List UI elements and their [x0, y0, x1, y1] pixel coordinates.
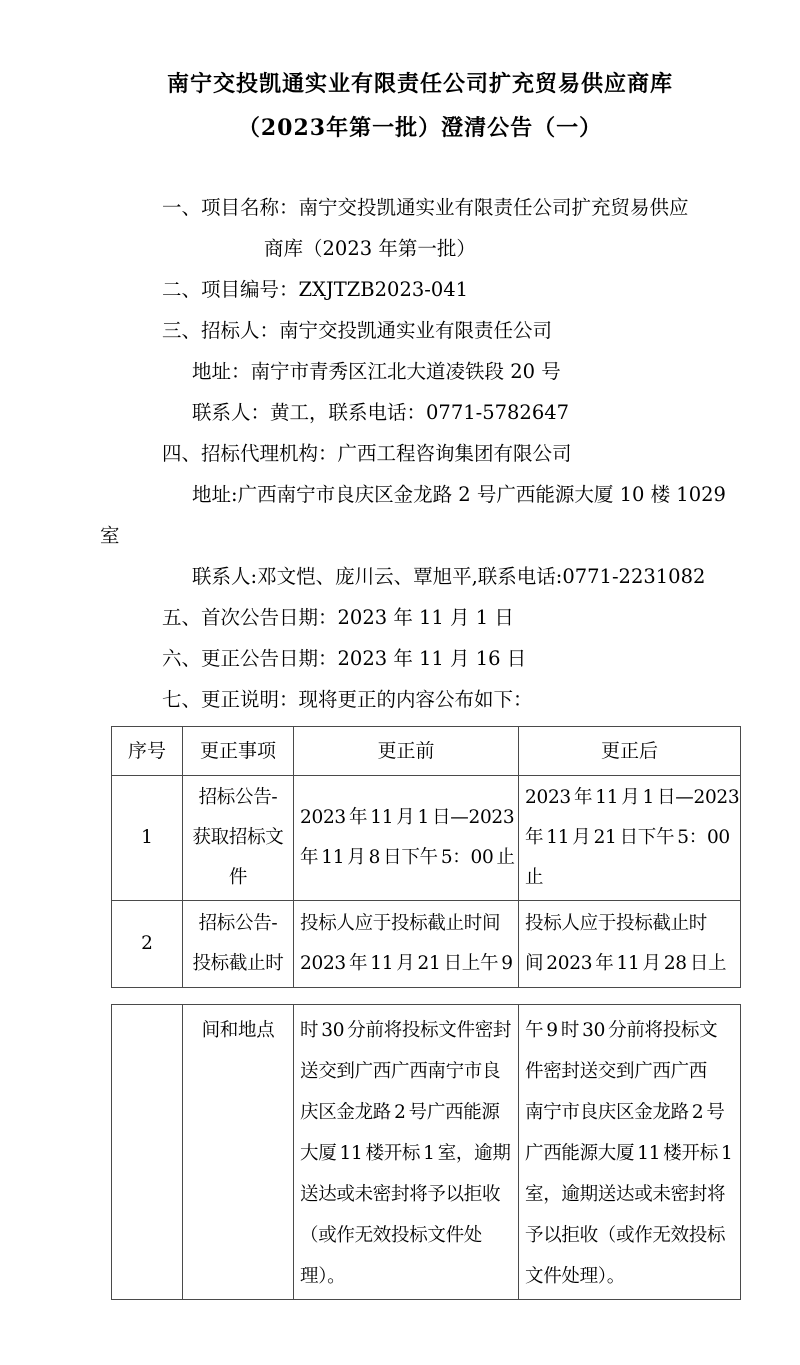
document-title	[100, 62, 740, 150]
para-project-name: 一、项目名称：南宁交投凯通实业有限责任公司扩充贸易供应	[162, 196, 689, 219]
cell-seq: 1	[112, 776, 183, 901]
header-before: 更正前	[294, 727, 519, 776]
cell-item: 招标公告- 获取招标文 件	[183, 776, 294, 901]
cell-item: 间和地点	[183, 1005, 294, 1300]
para-correction-note: 七、更正说明：现将更正的内容公布如下：	[162, 688, 533, 711]
para-tenderer-contact: 联系人：黄工，联系电话：0771-5782647	[192, 401, 570, 424]
para-agency: 四、招标代理机构：广西工程咨询集团有限公司	[162, 442, 572, 465]
cell-after: 午 9 时 30 分前将投标文 件密封送交到广西广西 南宁市良庆区金龙路 2 号 广西能源大厦 11 楼开标 1 室，逾期送达或未密封将 予以拒收（或作无效投标 文件处理）。	[519, 1005, 741, 1300]
correction-table-part-1	[111, 726, 741, 988]
para-project-number: 二、项目编号：ZXJTZB2023-041	[162, 278, 469, 301]
header-after: 更正后	[519, 727, 741, 776]
header-item: 更正事项	[183, 727, 294, 776]
cell-item: 招标公告- 投标截止时	[183, 901, 294, 988]
para-agency-contact: 联系人:邓文恺、庞川云、覃旭平,联系电话:0771-2231082	[192, 565, 706, 588]
table-row-continuation	[112, 1005, 741, 1300]
cell-after: 2023 年 11 月 1 日—2023 年 11 月 21 日下午 5：00 止	[519, 776, 741, 901]
correction-table-part-2	[111, 1004, 741, 1300]
para-agency-address: 地址:广西南宁市良庆区金龙路 2 号广西能源大厦 10 楼 1029	[192, 483, 726, 506]
para-tenderer: 三、招标人：南宁交投凯通实业有限责任公司	[162, 319, 553, 342]
cell-seq-empty	[112, 1005, 183, 1300]
table-row	[112, 901, 741, 988]
cell-before: 投标人应于投标截止时间 2023 年 11 月 21 日上午 9	[294, 901, 519, 988]
para-project-name-wrap: 商库（2023 年第一批）	[264, 237, 476, 260]
para-agency-address-wrap: 室	[100, 524, 120, 547]
table-header-row	[112, 727, 741, 776]
cell-seq: 2	[112, 901, 183, 988]
cell-before: 时 30 分前将投标文件密封 送交到广西广西南宁市良 庆区金龙路 2 号广西能源 大厦 11 楼开标 1 室，逾期 送达或未密封将予以拒收 （或作无效投标文件处 理）。	[294, 1005, 519, 1300]
header-seq: 序号	[112, 727, 183, 776]
para-first-notice-date: 五、首次公告日期：2023 年 11 月 1 日	[162, 606, 514, 629]
cell-before: 2023 年 11 月 1 日—2023 年 11 月 8 日下午 5：00 止	[294, 776, 519, 901]
title-line-2: （2023年第一批）澄清公告（一）	[237, 115, 603, 141]
para-correction-date: 六、更正公告日期：2023 年 11 月 16 日	[162, 647, 527, 670]
cell-after: 投标人应于投标截止时 间 2023 年 11 月 28 日上	[519, 901, 741, 988]
title-line-1: 南宁交投凯通实业有限责任公司扩充贸易供应商库	[166, 71, 673, 97]
table-row	[112, 776, 741, 901]
document-body	[100, 187, 740, 720]
para-tenderer-address: 地址：南宁市青秀区江北大道凌铁段 20 号	[192, 360, 561, 383]
